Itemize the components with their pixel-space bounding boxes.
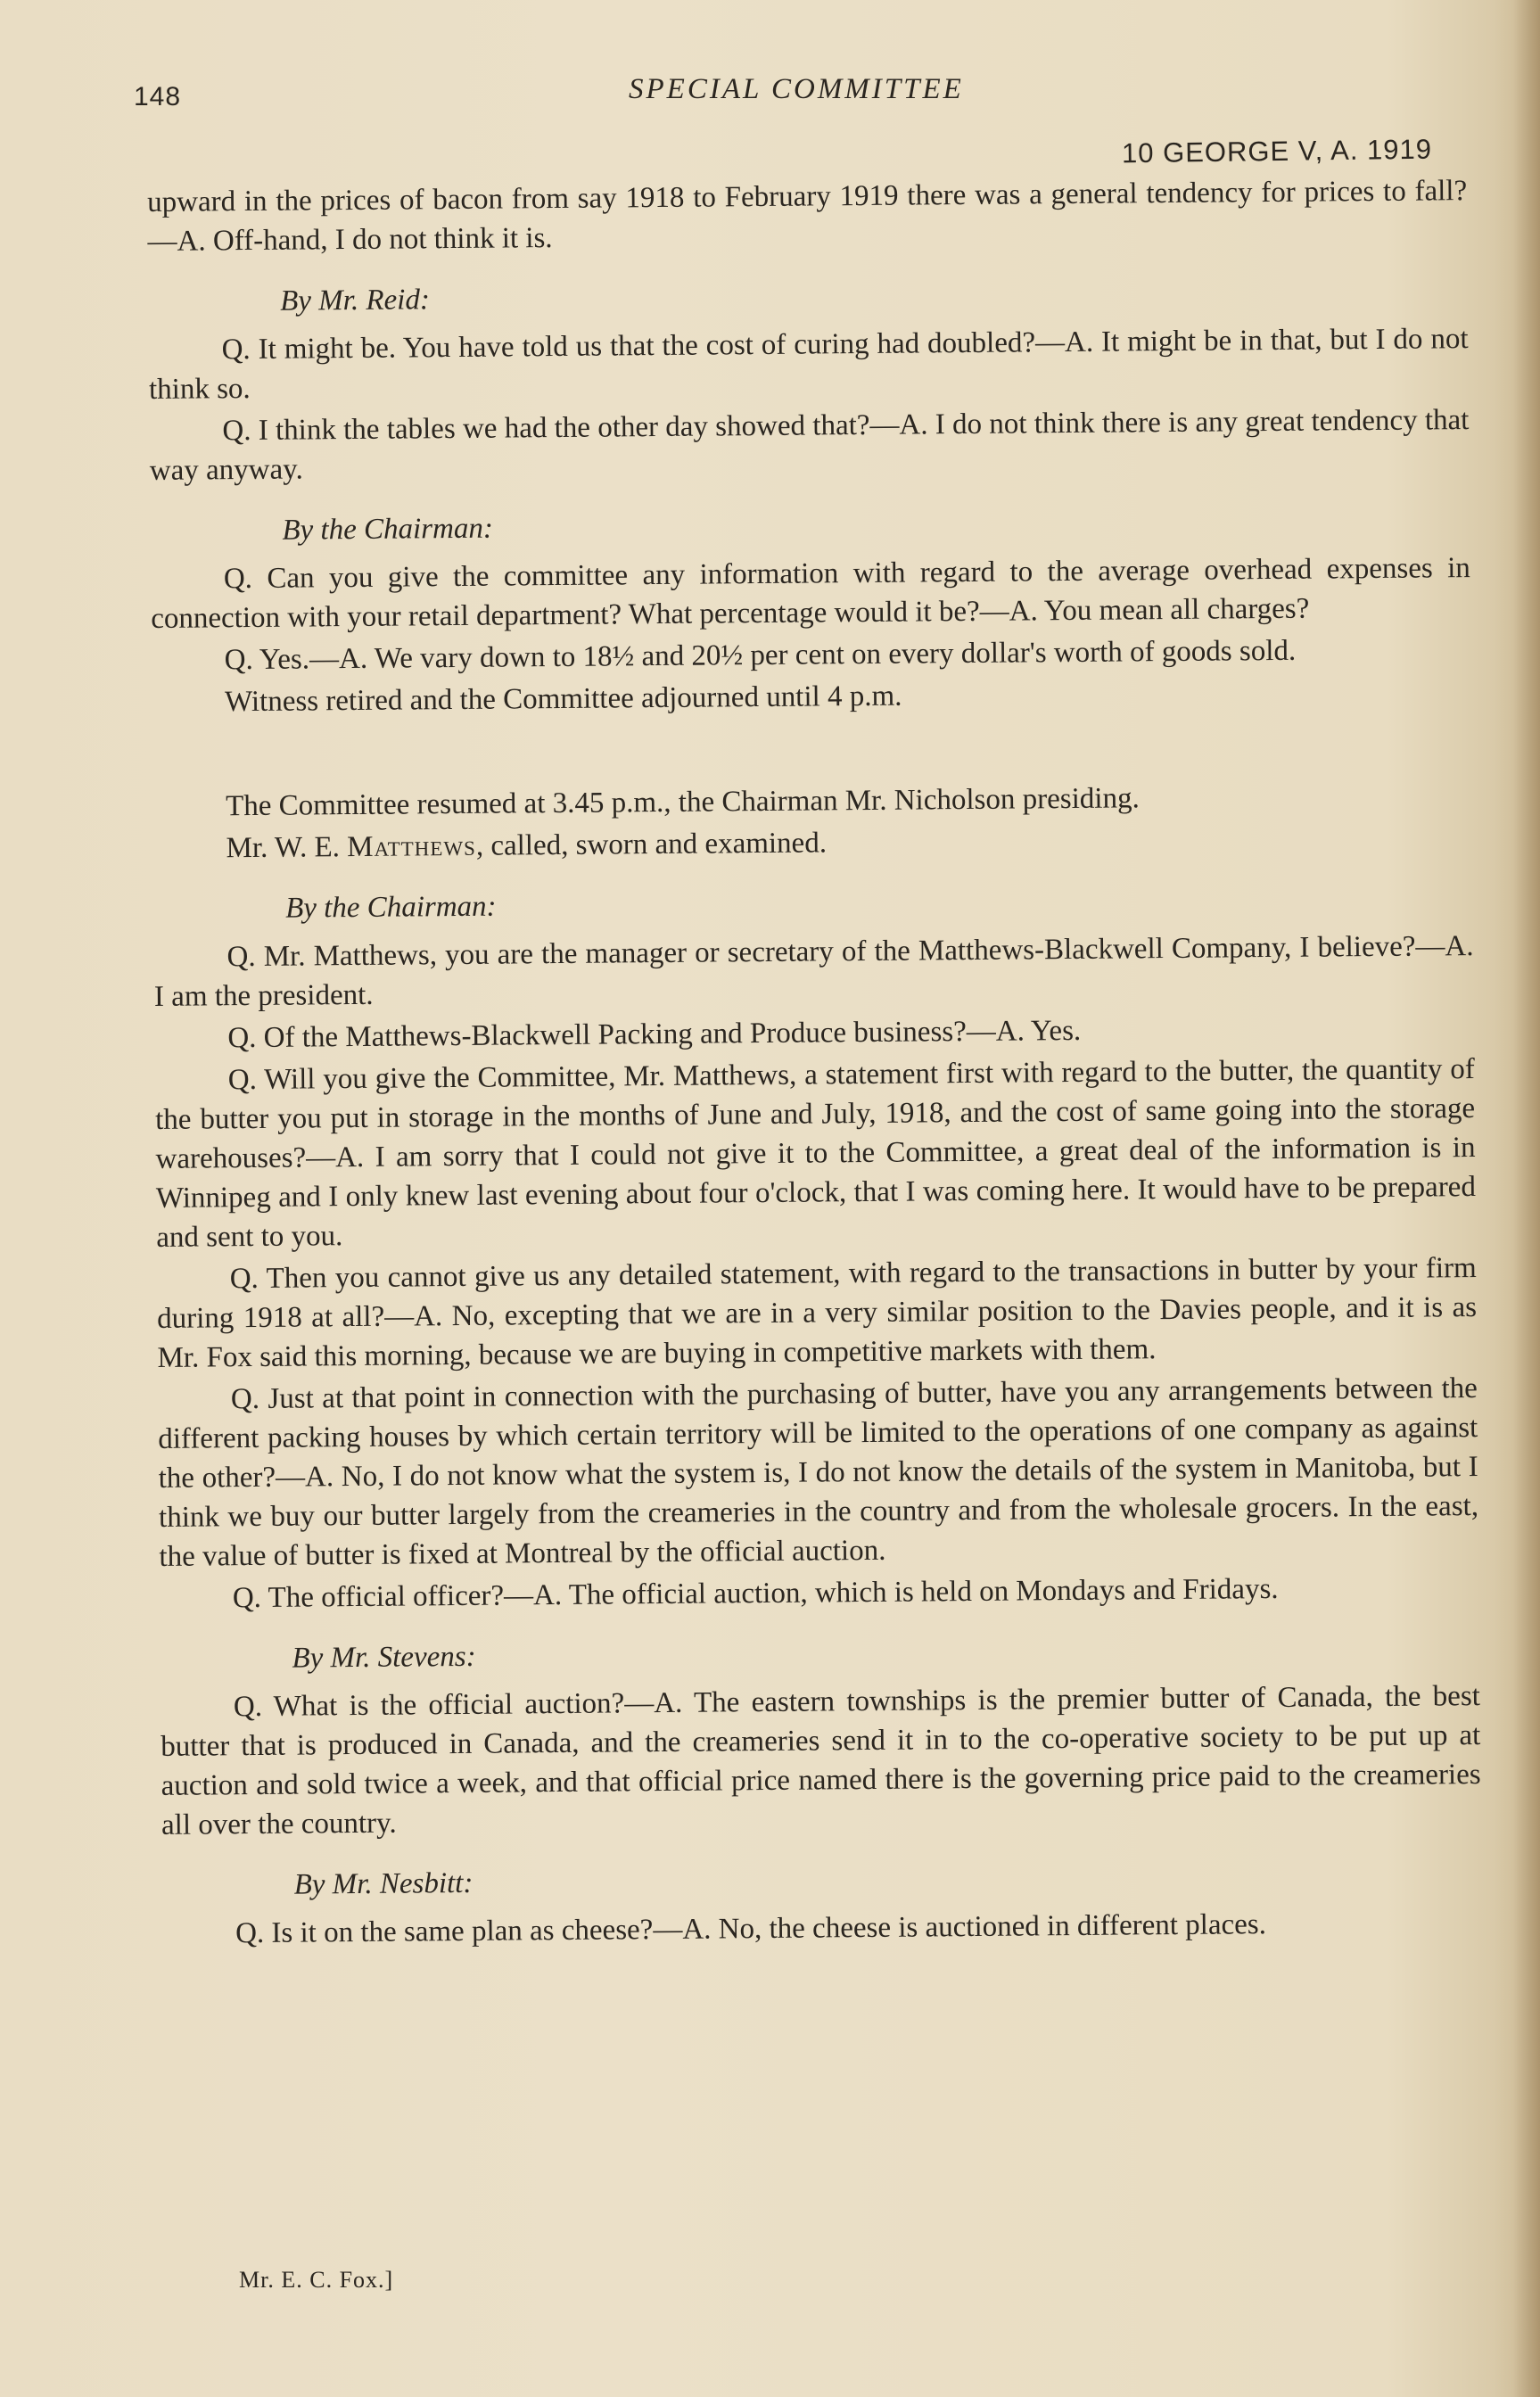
question-answer-paragraph: Q. Yes.—A. We vary down to 18½ and 20½ per cent on every dollar's worth of goods sold. xyxy=(224,634,1297,677)
continued-paragraph: upward in the prices of bacon from say 1918 to February 1919 there was a general tendency for prices to fall?—A. Off-hand, I do not think it is. xyxy=(147,175,1468,258)
running-title: SPECIAL COMMITTEE xyxy=(629,73,964,105)
witness-footer: Mr. E. C. Fox.] xyxy=(239,2267,394,2293)
question-answer-paragraph: Q. I think the tables we had the other day showed that?—A. I do not think there is any great tendency that way anyway. xyxy=(149,404,1470,487)
examiner-heading: By Mr. Reid: xyxy=(280,284,431,317)
question-answer-paragraph: Q. It might be. You have told us that the cost of curing had doubled?—A. It might be in that, but I do not think so. xyxy=(148,323,1469,406)
question-answer-paragraph: Q. Is it on the same plan as cheese?—A. No, the cheese is auctioned in different places. xyxy=(235,1908,1267,1950)
page-header xyxy=(134,73,1471,169)
witness-prefix: Mr. W. E. xyxy=(226,831,348,865)
examiner-heading: By Mr. Nesbitt: xyxy=(293,1866,474,1901)
book-spine-shadow xyxy=(1513,0,1540,2397)
procedural-note: The Committee resumed at 3.45 p.m., the Chairman Mr. Nicholson presiding. xyxy=(225,782,1140,823)
section-gap xyxy=(152,713,1472,787)
question-answer-paragraph: Q. The official officer?—A. The official auction, which is held on Mondays and Fridays. xyxy=(232,1572,1279,1615)
regnal-year: 10 GEORGE V, A. 1919 xyxy=(1121,133,1433,169)
question-answer-paragraph: Q. Then you cannot give us any detailed statement, with regard to the transactions in butter by your firm during 1918 at all?—A. No, excepting that we are in a very similar position to the Davies people, and it is as Mr. Fox said this morning, because we are buying in competitive markets with them. xyxy=(156,1252,1478,1374)
procedural-note: Witness retired and the Committee adjourned until 4 p.m. xyxy=(224,680,902,719)
examiner-heading: By the Chairman: xyxy=(282,512,494,547)
question-answer-paragraph: Q. Mr. Matthews, you are the manager or secretary of the Matthews-Blackwell Company, I believe?—A. I am the president. xyxy=(153,930,1474,1013)
examiner-heading: By Mr. Stevens: xyxy=(292,1640,476,1675)
page-number: 148 xyxy=(134,82,182,111)
witness-suffix: , called, sworn and examined. xyxy=(475,827,828,862)
witness-called-line xyxy=(152,818,1472,869)
question-answer-paragraph: Q. Just at that point in connection with the purchasing of butter, have you any arrangements between the different packing houses by which certain territory will be limited to the operations of one company as against the other?—A. No, I do not know what the system is, I do not know the details of the system in Manitoba, but I think we buy our butter largely from the creameries in the country and from the wholesale grocers. In the east, the value of butter is fixed at Montreal by the official auction. xyxy=(158,1372,1479,1573)
question-answer-paragraph: Q. Of the Matthews-Blackwell Packing and Produce business?—A. Yes. xyxy=(227,1014,1082,1055)
question-answer-paragraph: Q. Will you give the Committee, Mr. Matthews, a statement first with regard to the butter, the quantity of the butter you put in storage in the months of June and July, 1918, and the cost of same going into the storage warehouses?—A. I am sorry that I could not give it to the Committee, a great deal of the information is in Winnipeg and I only knew last evening about four o'clock, that I was coming here. It would have to be prepared and sent to you. xyxy=(155,1053,1477,1254)
question-answer-paragraph: Q. What is the official auction?—A. The eastern townships is the premier butter of Canada, the best butter that is produced in Canada, and the creameries send it in to the co-operative society to be put up at auction and sold twice a week, and that official price named there is the governing price paid to the creameries all over the country. xyxy=(161,1680,1481,1841)
question-answer-paragraph: Q. Can you give the committee any information with regard to the average overhead expenses in connection with your retail department? What percentage would it be?—A. You mean all charges? xyxy=(151,552,1470,635)
transcript-body xyxy=(147,171,1482,1956)
witness-name: Matthews xyxy=(347,829,477,864)
examiner-heading: By the Chairman: xyxy=(284,890,497,925)
